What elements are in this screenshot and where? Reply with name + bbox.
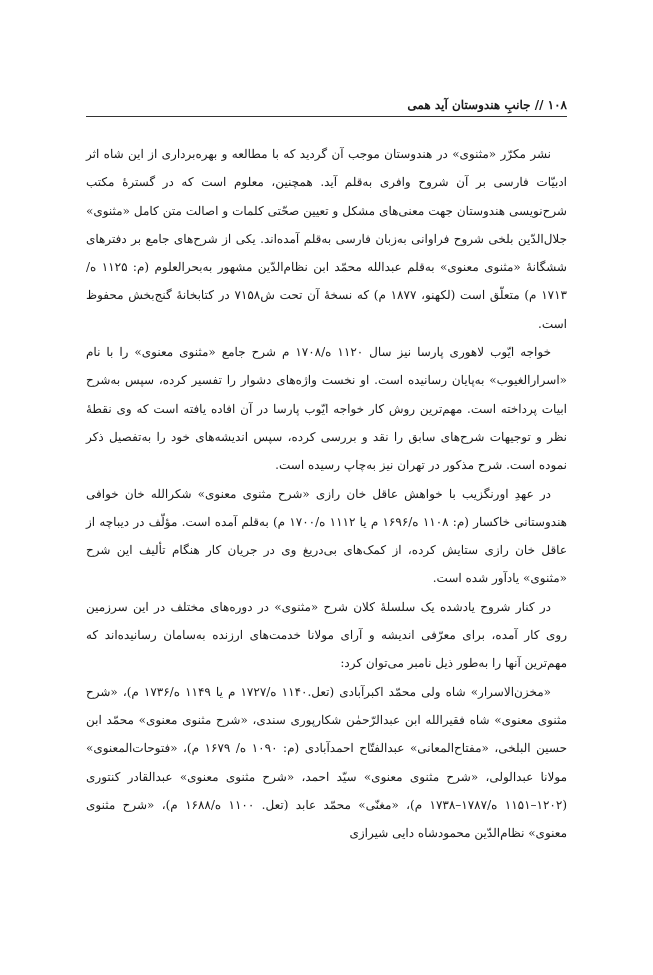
paragraph: نشر مکرّر «مثنوی» در هندوستان موجب آن گردید که با مطالعه و بهره‌برداری از این شاه اثر ادبیّات فارسی بر آن شروح وافری به‌قلم آید. همچنین، معلوم است که در گسترهٔ مکتب شرح‌نویسی هندوستان جهت معنی‌های مشکل و تعیین صحّتی کلمات و اصالت متن کامل «مثنوی» جلال‌الدّین بلخی شروح فراوانی به‌زبان فارسی به‌قلم آمده‌اند. یکی از شرح‌های جامع بر دفترهای ششگانهٔ «مثنوی معنوی» به‌قلم عبدالله محمّد ابن نظام‌الدّین مشهور به‌بحرالعلوم (م: ۱۱۲۵ ه/۱۷۱۳ م) متعلّق است (لکهنو، ۱۸۷۷ م) که نسخهٔ آن تحت ش۷۱۵۸ در کتابخانهٔ گنج‌بخش محفوظ است. <box>86 147 567 331</box>
book-page <box>86 0 567 975</box>
paragraph: خواجه ایّوب لاهوری پارسا نیز سال ۱۱۲۰ ه/۱۷۰۸ م شرح جامع «مثنوی معنوی» را با نام «اسرارالغیوب» به‌پایان رسانیده است. او نخست واژه‌های دشوار را تفسیر کرده، سپس به‌شرح ابیات پرداخته است. مهم‌ترین روش کار خواجه ایّوب پارسا در آن افاده یافته است که وی نقطهٔ نظر و توجیهات شرح‌های سابق را نقد و بررسی کرده، سپس اندیشه‌های خود را به‌تفصیل ذکر نموده است. شرح مذکور در تهران نیز به‌چاپ رسیده است. <box>86 345 567 473</box>
running-header: ١٠٨ // جانبِ هندوستان آید همی <box>407 98 567 112</box>
header-rule <box>86 116 567 117</box>
body-text <box>86 140 567 847</box>
paragraph: در کنار شروح یادشده یک سلسلهٔ کلان شرح «مثنوی» در دوره‌های مختلف در این سرزمین روی کار آمده، برای معرّفی اندیشه و آرای مولانا خدمت‌های ارزنده به‌سامان رسانیده‌اند که مهم‌ترین آنها را به‌طور ذیل نامبر می‌توان کرد: <box>86 599 567 671</box>
paragraph: «مخزن‌الاسرار» شاه ولی محمّد اکبرآبادی (تعل.۱۱۴۰ ه/۱۷۲۷ م یا ۱۱۴۹ ه/۱۷۳۶ م)، «شرح مثنوی معنوی» شاه فقیرالله ابن عبدالرّحمٰن شکارپوری سندی، «شرح مثنوی معنوی» محمّد ابن حسین البلخی، «مفتاح‌المعانی» عبدالفتّاح احمدآبادی (م: ۱۰۹۰ ه/ ۱۶۷۹ م)، «فتوحات‌المعنوی» مولانا عبدالولی، «شرح مثنوی معنوی» سیّد احمد، «شرح مثنوی معنوی» عبدالقادر کنتوری (۱۲۰۲–۱۱۵۱ ه/۱۷۸۷–۱۷۳۸ م)، «مغنّی» محمّد عابد (تعل. ۱۱۰۰ ه/۱۶۸۸ م)، «شرح مثنوی معنوی» نظام‌الدّین محمودشاه دایی شیرازی <box>86 684 568 841</box>
paragraph: در عهدِ اورنگزیب با خواهش عاقل خان رازی «شرح مثنوی معنوی» شکرالله خان خوافی هندوستانی خاکسار (م: ۱۱۰۸ ه/۱۶۹۶ م یا ۱۱۱۲ ه/۱۷۰۰ م) به‌قلم آمده است. مؤلّف در دیباچه از عاقل خان رازی ستایش کرده، از کمک‌های بی‌دریغ وی در جریان کار هنگام تألیف این شرح «مثنوی» یادآور شده است. <box>86 486 568 586</box>
